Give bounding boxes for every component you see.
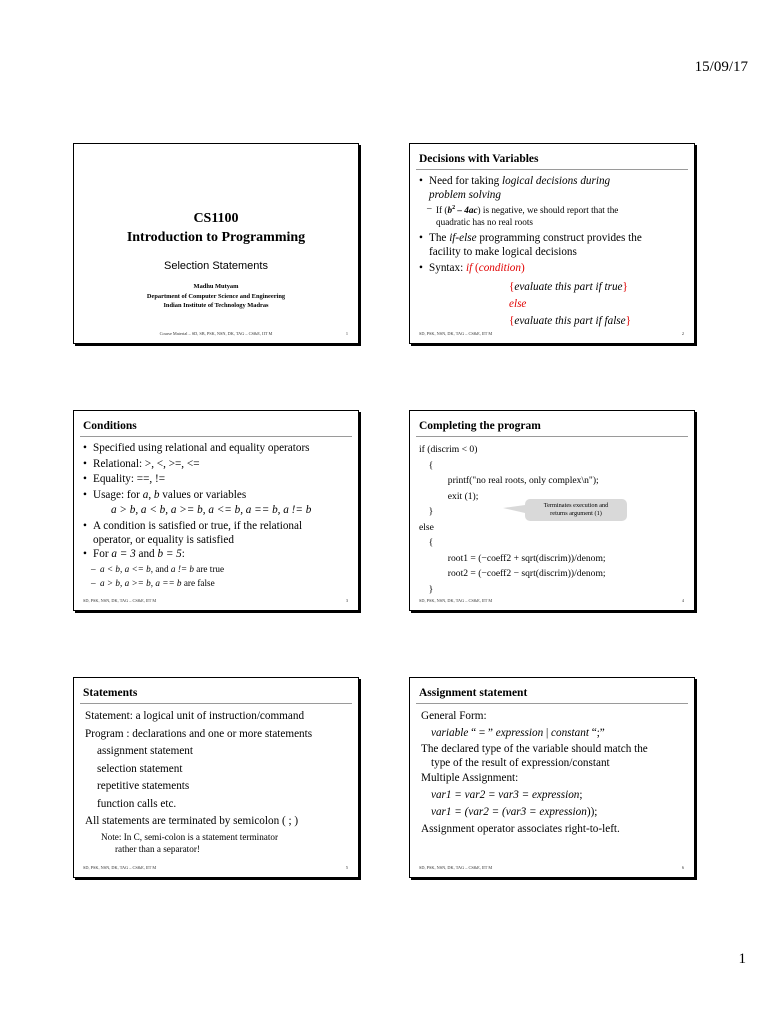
note: Note: In C, semi-colon is a statement terminator rather than a separator! — [101, 831, 279, 854]
code-line: { — [419, 537, 434, 548]
slide-footer: SD, PSK, NSN, DK, TAG – CS&E, IIT M — [83, 865, 157, 870]
text-line: Assignment operator associates right-to-left. — [421, 823, 620, 835]
slide-body — [421, 708, 688, 838]
bullet: • For a = 3 and b = 5: — [83, 547, 352, 563]
text-line: function calls etc. — [97, 797, 177, 810]
code-line: } — [419, 583, 434, 595]
slide-3 — [73, 410, 359, 611]
callout-note: Terminates execution and returns argument (1) — [525, 499, 627, 521]
syntax-block: {evaluate this part if true} else {evaluate this part if false} — [509, 281, 631, 328]
title-rule — [80, 703, 352, 704]
code-line: exit (1); — [419, 490, 479, 502]
code-line: } — [419, 506, 434, 517]
page-date: 15/09/17 — [694, 59, 748, 75]
slide-number: 6 — [681, 865, 684, 870]
text-line: repetitive statements — [97, 780, 190, 792]
callout-pointer — [503, 505, 525, 513]
course-code: CS1100 — [193, 211, 239, 226]
text-line: Multiple Assignment: — [421, 772, 519, 784]
slide-body — [419, 174, 688, 330]
slide-2 — [409, 143, 695, 344]
code-line: printf("no real roots, only complex\n"); — [419, 475, 599, 486]
text-line: variable “ = ” expression | constant “;” — [431, 727, 605, 739]
bullet: • Equality: ==, != — [83, 472, 352, 488]
title-rule — [80, 436, 352, 437]
code-line: root1 = (−coeff2 + sqrt(discrim))/denom; — [419, 552, 606, 564]
slide-number: 4 — [681, 598, 684, 603]
bullet: • Need for taking logical decisions during problem solving — [419, 174, 688, 202]
bullet: • A condition is satisfied or true, if the relational operator, or equality is satisfied — [83, 519, 352, 547]
slide-number: 3 — [345, 598, 348, 603]
slide-number: 1 — [345, 331, 348, 336]
slide-number: 5 — [345, 865, 348, 870]
text-line: selection statement — [97, 762, 183, 775]
text-line: All statements are terminated by semicolon ( ; ) — [85, 815, 299, 827]
page-number: 1 — [738, 951, 746, 967]
bullet: • Relational: >, <, >=, <= — [83, 457, 352, 473]
slide-number: 2 — [681, 331, 684, 336]
title-rule — [416, 436, 688, 437]
slide-title: Conditions — [83, 420, 137, 432]
bullet: • Syntax: if (condition) — [419, 261, 688, 275]
code-line: if (discrim < 0) — [419, 444, 478, 455]
text-line: Statement: a logical unit of instruction/command — [85, 710, 305, 722]
slide-subtitle: Selection Statements — [164, 260, 268, 272]
slide-footer: SD, PSK, NSN, DK, TAG – CS&E, IIT M — [83, 598, 157, 603]
author-name: Madhu Mutyam — [193, 283, 239, 290]
text-line: var1 = var2 = var3 = expression; — [431, 789, 583, 801]
bullet: • The if-else programming construct provides the facility to make logical decisions — [419, 231, 688, 259]
slide-5 — [73, 677, 359, 878]
slide-title: Statements — [83, 687, 138, 699]
code-line: { — [419, 459, 434, 471]
slide-footer: SD, PSK, NSN, DK, TAG – CS&E, IIT M — [419, 598, 493, 603]
course-title: Introduction to Programming — [126, 230, 306, 245]
slide-title: Decisions with Variables — [419, 153, 539, 165]
title-rule — [416, 703, 688, 704]
text-line: Program : declarations and one or more statements — [85, 727, 313, 740]
slide-footer: SD, PSK, NSN, DK, TAG – CS&E, IIT M — [419, 331, 493, 336]
bullet: • Usage: for a, b values or variables a > b, a < b, a >= b, a <= b, a == b, a != b — [83, 488, 352, 519]
slide-footer: Course Material – SD, SB, PSK, NSN, DK, TAG – CS&E, IIT M — [159, 331, 273, 336]
author-institute: Indian Institute of Technology Madras — [163, 302, 269, 309]
code-line: else — [419, 521, 434, 533]
slide-1 — [73, 143, 359, 344]
slide-footer: SD, PSK, NSN, DK, TAG – CS&E, IIT M — [419, 865, 493, 870]
slide-body — [83, 441, 352, 590]
text-line: The declared type of the variable should match the type of the result of expression/constant — [421, 743, 648, 769]
slide-title: Completing the program — [419, 420, 541, 432]
sub-bullet: – a < b, a <= b, and a != b are true — [83, 562, 352, 576]
author-dept: Department of Computer Science and Engineering — [146, 293, 286, 300]
code-line: root2 = (−coeff2 − sqrt(discrim))/denom; — [419, 568, 606, 579]
bullet: • Specified using relational and equality operators — [83, 441, 352, 457]
slide-body — [85, 708, 352, 855]
slide-title: Assignment statement — [419, 687, 528, 699]
text-line: var1 = (var2 = (var3 = expression)); — [431, 806, 598, 818]
text-line: assignment statement — [97, 745, 194, 757]
text-line: General Form: — [421, 710, 487, 722]
sub-bullet: – a > b, a >= b, a == b are false — [83, 576, 352, 590]
slide-6 — [409, 677, 695, 878]
title-rule — [416, 169, 688, 170]
sub-bullet: – If $(b^2 - 4ac)$ is negative, we should report that the quadratic has no real roots — [419, 202, 688, 228]
